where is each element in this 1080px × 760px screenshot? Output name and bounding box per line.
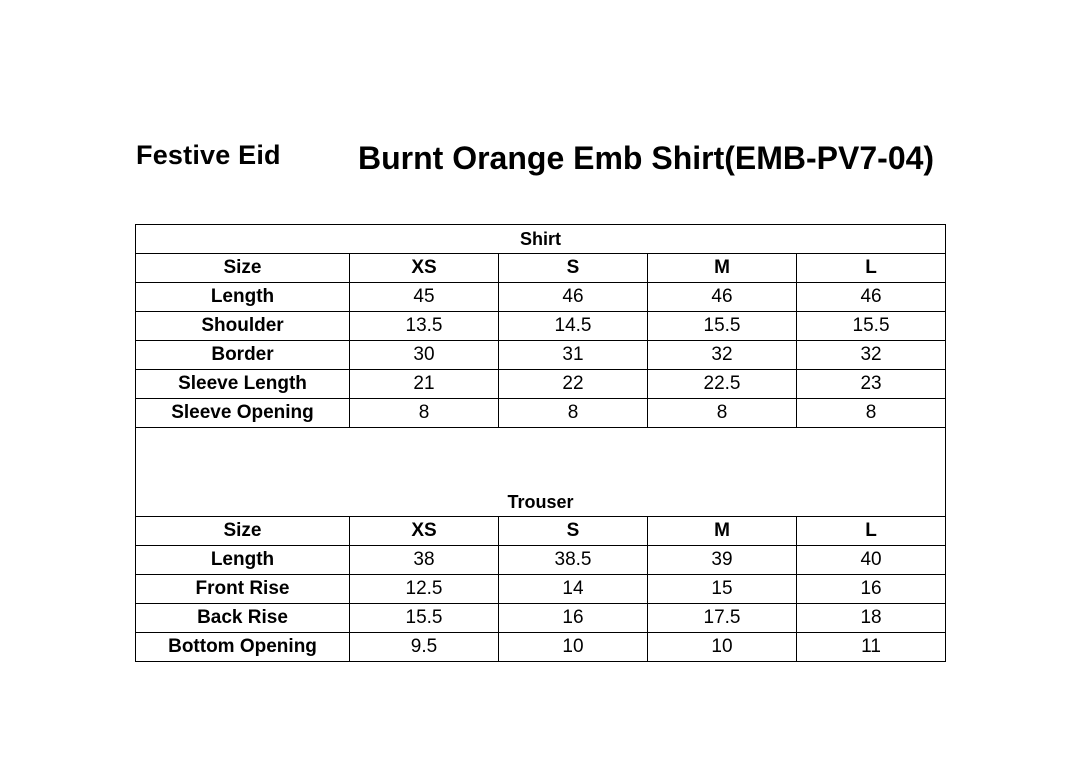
table-cell: 21 bbox=[350, 370, 499, 399]
table-cell: 11 bbox=[797, 633, 946, 662]
table-cell: 22.5 bbox=[648, 370, 797, 399]
table-cell: 12.5 bbox=[350, 575, 499, 604]
table-cell: 38.5 bbox=[499, 546, 648, 575]
table-row bbox=[136, 633, 946, 662]
table-cell: 14 bbox=[499, 575, 648, 604]
shirt-size-m: M bbox=[648, 254, 797, 283]
table-cell: 15 bbox=[648, 575, 797, 604]
trouser-size-l: L bbox=[797, 517, 946, 546]
shirt-size-s: S bbox=[499, 254, 648, 283]
table-cell: 23 bbox=[797, 370, 946, 399]
section-spacer bbox=[136, 428, 946, 489]
table-row bbox=[136, 575, 946, 604]
table-row bbox=[136, 283, 946, 312]
table-cell: 8 bbox=[797, 399, 946, 428]
table-cell: 8 bbox=[350, 399, 499, 428]
table-cell: 39 bbox=[648, 546, 797, 575]
table-cell: 15.5 bbox=[797, 312, 946, 341]
trouser-size-label: Size bbox=[136, 517, 350, 546]
row-label: Bottom Opening bbox=[136, 633, 350, 662]
table-cell: 18 bbox=[797, 604, 946, 633]
table-cell: 32 bbox=[797, 341, 946, 370]
section-spacer-row bbox=[136, 428, 946, 489]
trouser-section-header-row bbox=[136, 488, 946, 517]
row-label: Sleeve Opening bbox=[136, 399, 350, 428]
table-row bbox=[136, 604, 946, 633]
shirt-size-xs: XS bbox=[350, 254, 499, 283]
size-chart-table bbox=[135, 224, 946, 662]
table-row bbox=[136, 546, 946, 575]
shirt-size-l: L bbox=[797, 254, 946, 283]
table-cell: 45 bbox=[350, 283, 499, 312]
table-cell: 15.5 bbox=[350, 604, 499, 633]
table-cell: 32 bbox=[648, 341, 797, 370]
table-cell: 30 bbox=[350, 341, 499, 370]
table-cell: 17.5 bbox=[648, 604, 797, 633]
table-cell: 46 bbox=[499, 283, 648, 312]
table-cell: 13.5 bbox=[350, 312, 499, 341]
table-cell: 9.5 bbox=[350, 633, 499, 662]
row-label: Sleeve Length bbox=[136, 370, 350, 399]
table-cell: 16 bbox=[797, 575, 946, 604]
collection-name: Festive Eid bbox=[136, 140, 281, 170]
product-title: Burnt Orange Emb Shirt(EMB-PV7-04) bbox=[358, 140, 935, 176]
row-label: Length bbox=[136, 546, 350, 575]
table-cell: 16 bbox=[499, 604, 648, 633]
table-cell: 46 bbox=[797, 283, 946, 312]
row-label: Border bbox=[136, 341, 350, 370]
table-row bbox=[136, 341, 946, 370]
shirt-size-label: Size bbox=[136, 254, 350, 283]
table-cell: 10 bbox=[499, 633, 648, 662]
shirt-section-title: Shirt bbox=[136, 225, 946, 254]
table-cell: 22 bbox=[499, 370, 648, 399]
table-row bbox=[136, 399, 946, 428]
row-label: Shoulder bbox=[136, 312, 350, 341]
table-cell: 46 bbox=[648, 283, 797, 312]
table-cell: 14.5 bbox=[499, 312, 648, 341]
trouser-size-xs: XS bbox=[350, 517, 499, 546]
trouser-size-header-row bbox=[136, 517, 946, 546]
table-cell: 40 bbox=[797, 546, 946, 575]
table-row bbox=[136, 312, 946, 341]
table-cell: 8 bbox=[499, 399, 648, 428]
table-cell: 15.5 bbox=[648, 312, 797, 341]
shirt-section-header-row bbox=[136, 225, 946, 254]
row-label: Length bbox=[136, 283, 350, 312]
table-cell: 31 bbox=[499, 341, 648, 370]
trouser-size-s: S bbox=[499, 517, 648, 546]
trouser-size-m: M bbox=[648, 517, 797, 546]
row-label: Back Rise bbox=[136, 604, 350, 633]
shirt-size-header-row bbox=[136, 254, 946, 283]
table-cell: 10 bbox=[648, 633, 797, 662]
trouser-section-title: Trouser bbox=[136, 488, 946, 517]
row-label: Front Rise bbox=[136, 575, 350, 604]
table-cell: 38 bbox=[350, 546, 499, 575]
table-row bbox=[136, 370, 946, 399]
table-cell: 8 bbox=[648, 399, 797, 428]
